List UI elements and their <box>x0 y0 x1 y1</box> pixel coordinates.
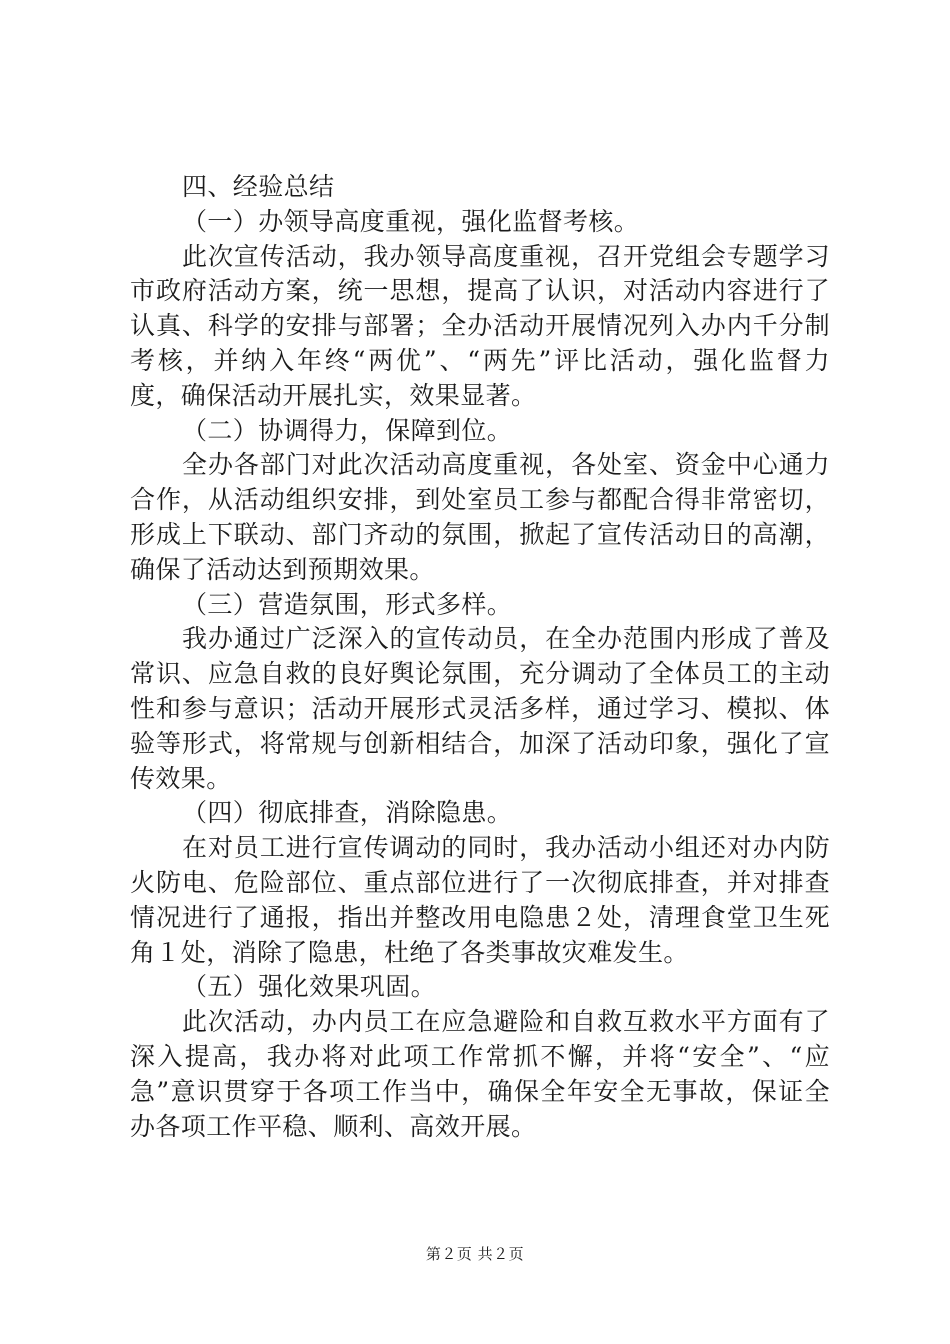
text-line: 性和参与意识；活动开展形式灵活多样，通过学习、模拟、体 <box>130 693 830 723</box>
text-line: 在对员工进行宣传调动的同时，我办活动小组还对办内防 <box>182 833 830 863</box>
text-line: 四、经验总结 <box>182 172 335 201</box>
text-line: （二）协调得力，保障到位。 <box>182 415 513 445</box>
text-line: 深入提高，我办将对此项工作常抓不懈，并将“安全”、“应 <box>130 1041 830 1071</box>
text-line: 确保了活动达到预期效果。 <box>130 554 435 584</box>
text-line: 急”意识贯穿于各项工作当中，确保全年安全无事故，保证全 <box>130 1076 830 1106</box>
text-line: （三）营造氛围，形式多样。 <box>182 589 513 619</box>
text-line: 情况进行了通报，指出并整改用电隐患２处，清理食堂卫生死 <box>130 902 830 932</box>
text-line: （一）办领导高度重视，强化监督考核。 <box>182 206 640 236</box>
text-line: 火防电、危险部位、重点部位进行了一次彻底排查，并对排查 <box>130 867 830 897</box>
text-line: 认真、科学的安排与部署；全办活动开展情况列入办内千分制 <box>130 311 830 341</box>
text-line: 全办各部门对此次活动高度重视，各处室、资金中心通力 <box>182 450 830 480</box>
text-line: 考核，并纳入年终“两优”、“两先”评比活动，强化监督力 <box>130 345 830 375</box>
text-line: 度，确保活动开展扎实，效果显著。 <box>130 380 537 410</box>
text-line: 办各项工作平稳、顺利、高效开展。 <box>130 1111 537 1141</box>
text-line: 此次活动，办内员工在应急避险和自救互救水平方面有了 <box>182 1007 830 1037</box>
text-line: 我办通过广泛深入的宣传动员，在全办范围内形成了普及 <box>182 624 830 654</box>
text-line: 形成上下联动、部门齐动的氛围，掀起了宣传活动日的高潮， <box>130 519 830 549</box>
text-line: 合作，从活动组织安排，到处室员工参与都配合得非常密切， <box>130 485 830 515</box>
text-line: 验等形式，将常规与创新相结合，加深了活动印象，强化了宣 <box>130 728 830 758</box>
document-body <box>130 170 830 1144</box>
text-line: （五）强化效果巩固。 <box>182 972 437 1002</box>
text-line: 传效果。 <box>130 763 232 793</box>
text-line: （四）彻底排查，消除隐患。 <box>182 798 513 828</box>
page-footer: 第２页 共２页 <box>425 1245 525 1263</box>
text-line: 常识、应急自救的良好舆论氛围，充分调动了全体员工的主动 <box>130 659 830 689</box>
text-line: 市政府活动方案，统一思想，提高了认识，对活动内容进行了 <box>130 276 830 306</box>
text-line: 此次宣传活动，我办领导高度重视，召开党组会专题学习 <box>182 241 830 271</box>
text-line: 角１处，消除了隐患，杜绝了各类事故灾难发生。 <box>130 937 689 967</box>
